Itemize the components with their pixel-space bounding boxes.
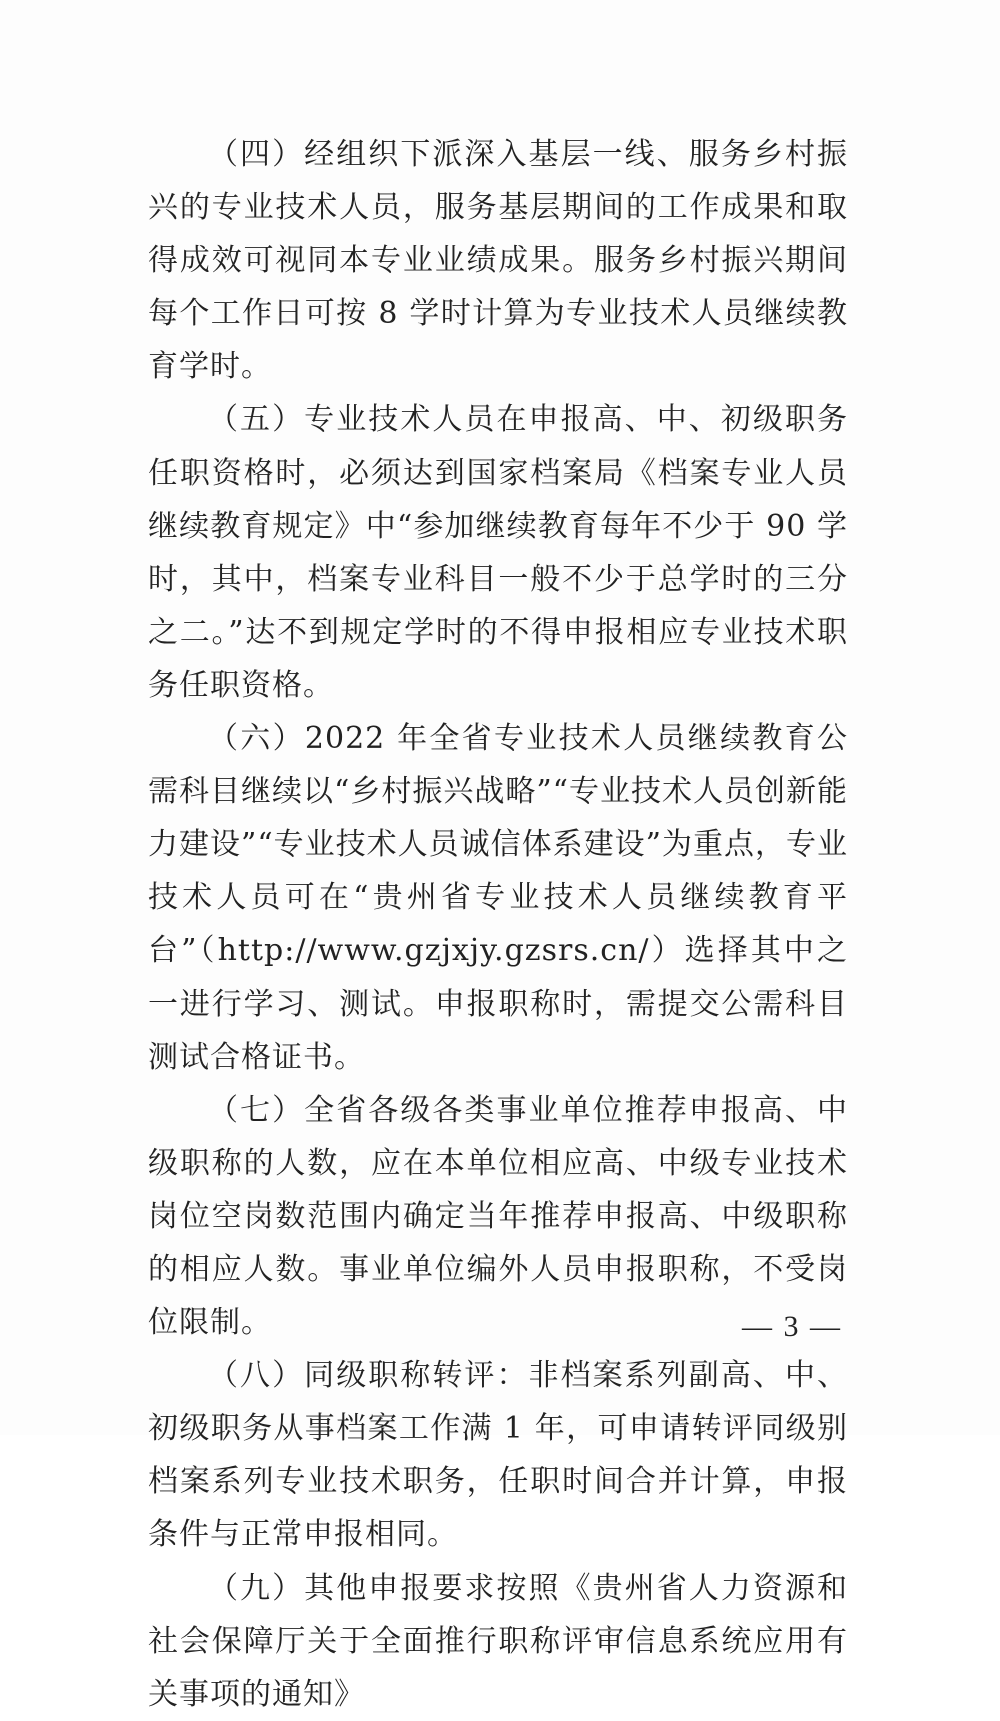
paragraph-9: （九）其他申报要求按照《贵州省人力资源和社会保障厅关于全面推行职称评审信息系统应用有关事项的通知》: [148, 1570, 848, 1712]
document-body: [148, 128, 848, 1721]
page-number: — 3 —: [742, 1310, 842, 1343]
paragraph-5: （五）专业技术人员在申报高、中、初级职务任职资格时，必须达到国家档案局《档案专业人员继续教育规定》中“参加继续教育每年不少于 90 学时，其中，档案专业科目一般不少于总学时的三分之二。”达不到规定学时的不得申报相应专业技术职务任职资格。: [148, 402, 848, 703]
paragraph-6: （六）2022 年全省专业技术人员继续教育公需科目继续以“乡村振兴战略”“专业技术人员创新能力建设”“专业技术人员诚信体系建设”为重点，专业技术人员可在“贵州省专业技术人员继续教育平台”（http://www.gzjxjy.gzsrs.cn/）选择其中之一进行学习、测试。申报职称时，需提交公需科目测试合格证书。: [148, 721, 849, 1075]
paragraph-8: （八）同级职称转评：非档案系列副高、中、初级职务从事档案工作满 1 年，可申请转评同级别档案系列专业技术职务，任职时间合并计算，申报条件与正常申报相同。: [148, 1358, 848, 1553]
paragraph-4: （四）经组织下派深入基层一线、服务乡村振兴的专业技术人员，服务基层期间的工作成果和取得成效可视同本专业业绩成果。服务乡村振兴期间每个工作日可按 8 学时计算为专业技术人员继续教育学时。: [148, 137, 848, 385]
paragraph-7: （七）全省各级各类事业单位推荐申报高、中级职称的人数，应在本单位相应高、中级专业技术岗位空岗数范围内确定当年推荐申报高、中级职称的相应人数。事业单位编外人员申报职称，不受岗位限制。: [148, 1092, 848, 1341]
